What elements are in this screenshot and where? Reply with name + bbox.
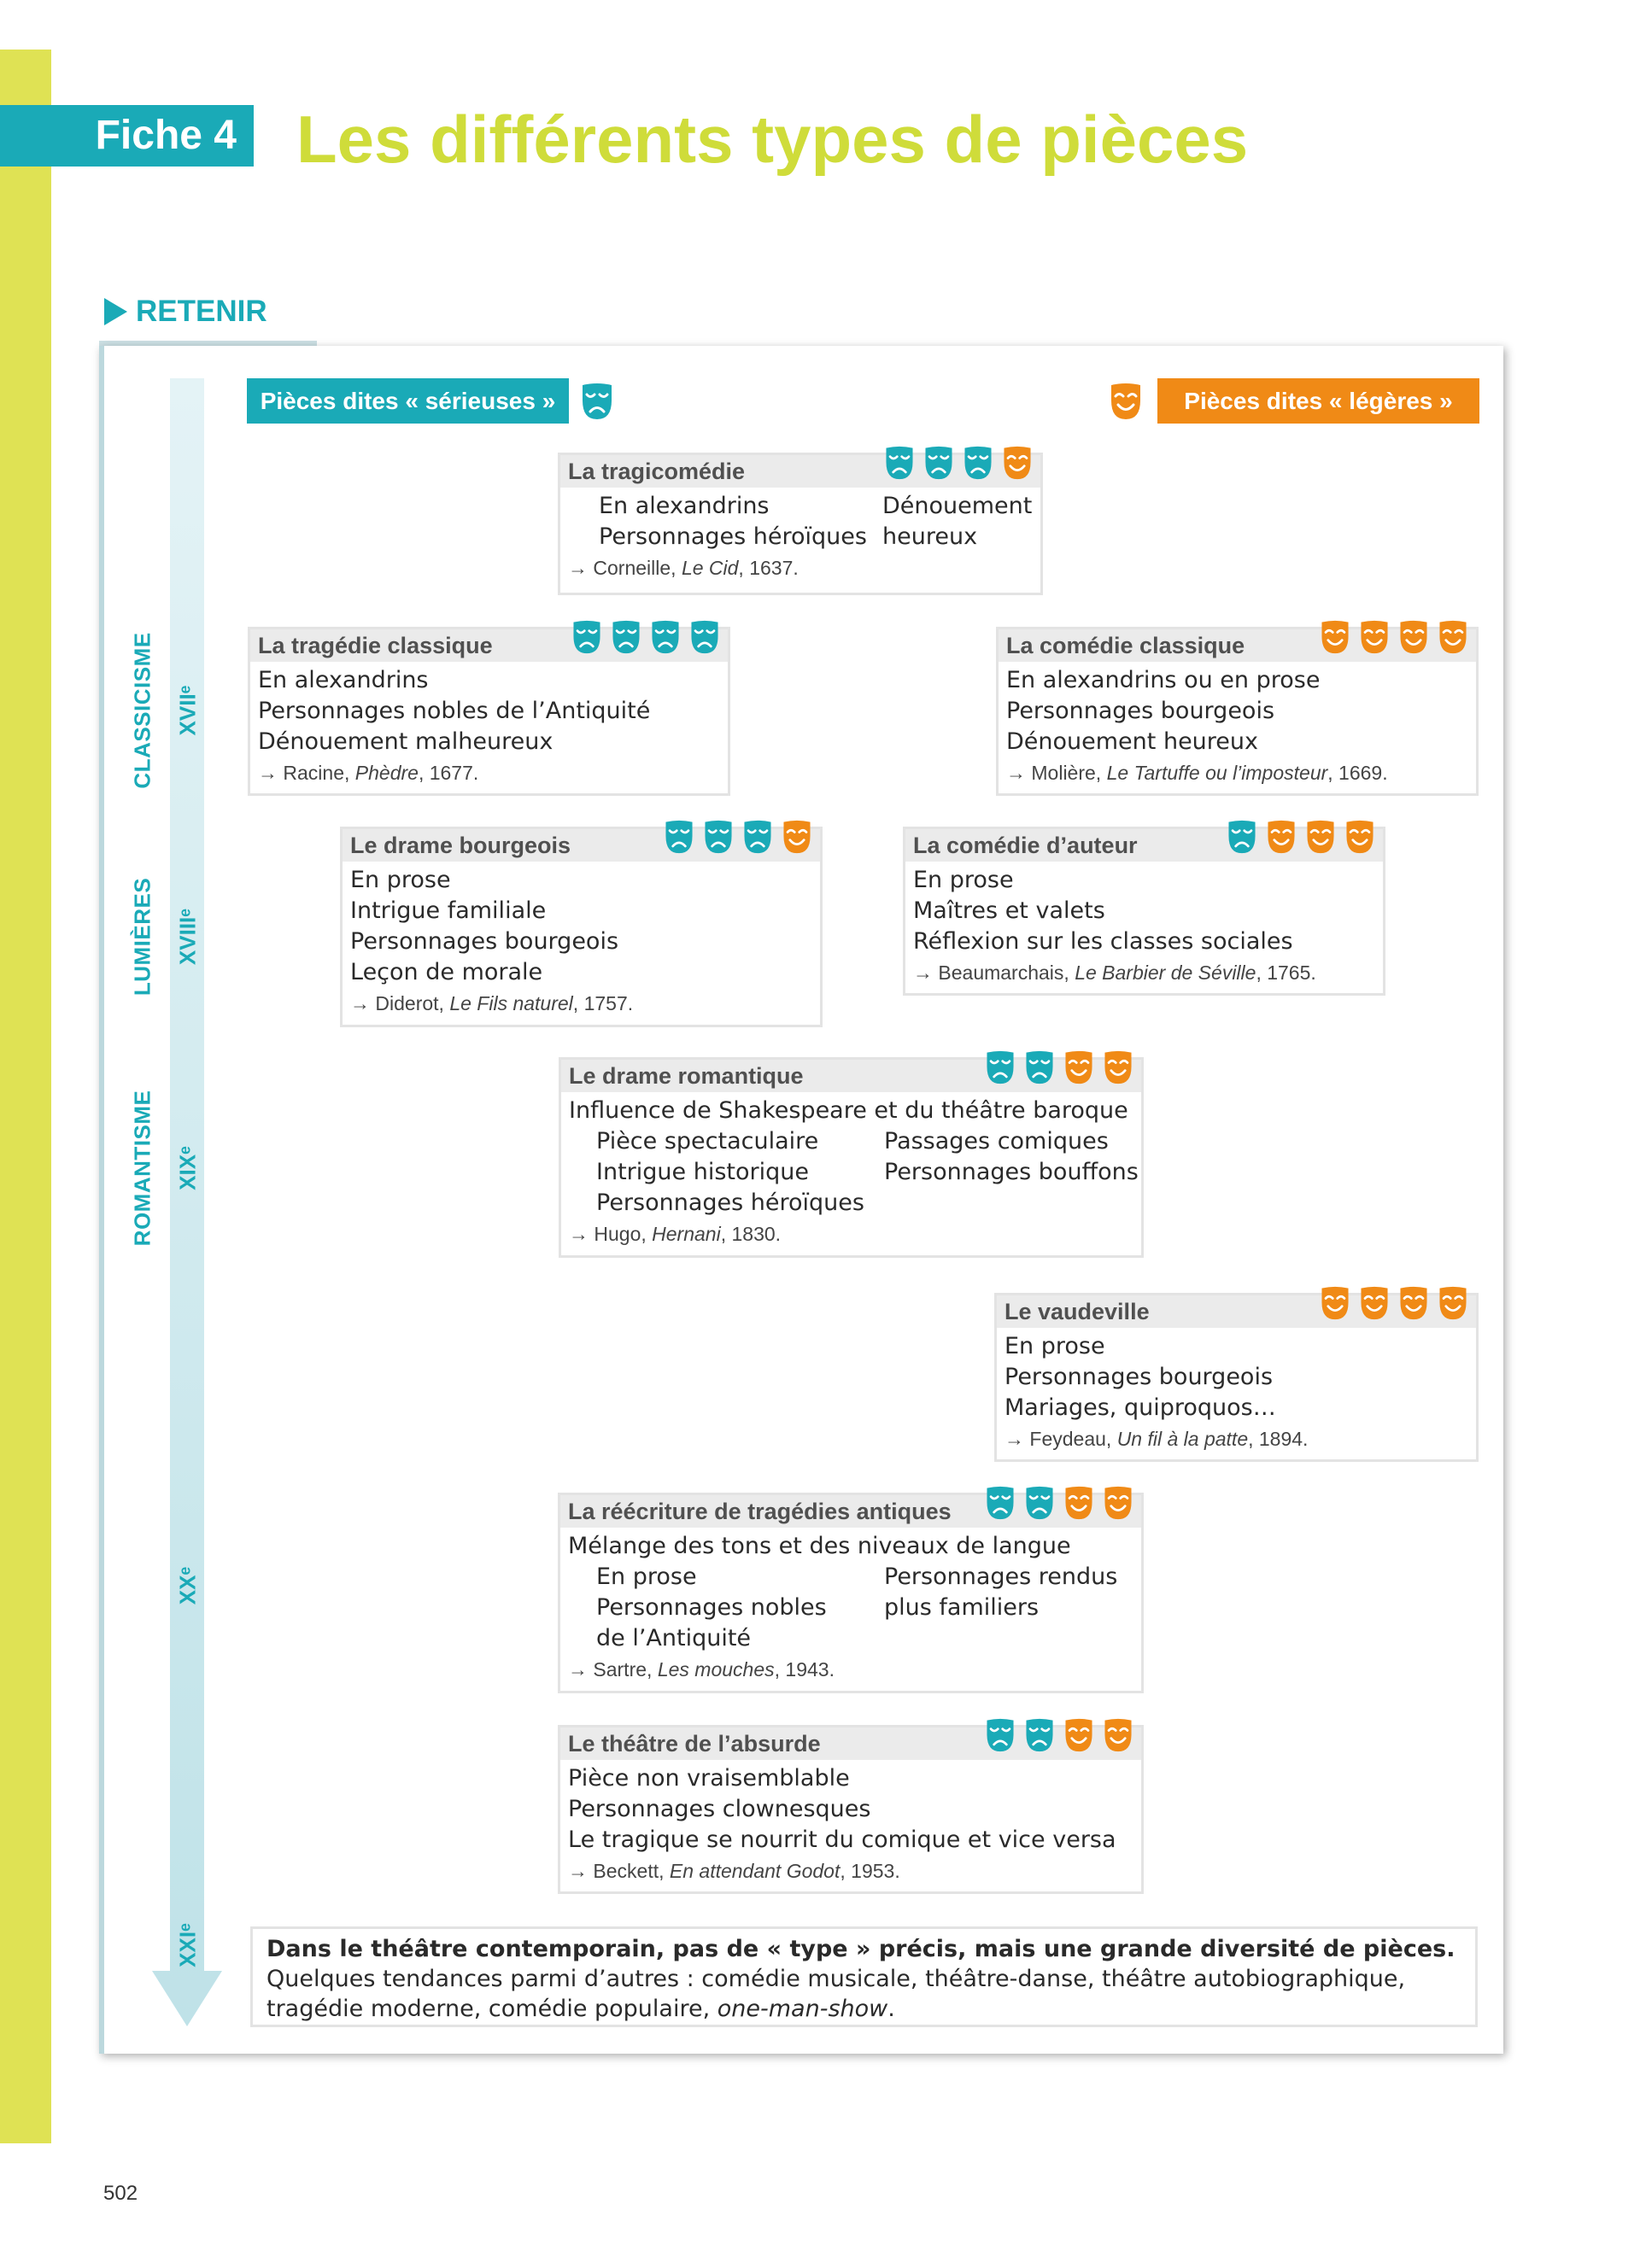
feature-line: Pièce non vraisemblable <box>568 1765 850 1792</box>
feature-line: Personnages rendus <box>884 1564 1118 1590</box>
feature-line: En prose <box>596 1564 697 1590</box>
happy-mask-icon <box>1100 1485 1136 1521</box>
happy-mask-icon <box>999 445 1035 481</box>
card-body <box>560 488 1040 583</box>
sad-mask-icon <box>982 1049 1018 1085</box>
mask-row <box>982 1485 1136 1521</box>
happy-mask-icon <box>779 819 815 855</box>
feature-line: Personnages bourgeois <box>350 928 619 955</box>
happy-mask-icon <box>1061 1717 1097 1753</box>
card-title: La réécriture de tragédies antiques <box>560 1495 1141 1528</box>
century-xxi: XXIᵉ <box>174 1923 201 1967</box>
mask-row <box>982 1717 1136 1753</box>
happy-mask-icon <box>1396 1285 1432 1321</box>
page-number: 502 <box>103 2182 138 2205</box>
sad-mask-icon <box>608 619 644 655</box>
sad-mask-icon <box>687 619 723 655</box>
card-body <box>343 862 820 1019</box>
feature-line: En alexandrins <box>258 667 429 693</box>
card-title: Le vaudeville <box>997 1295 1476 1328</box>
card-title: Le théâtre de l’absurde <box>560 1727 1141 1760</box>
card-title: La tragédie classique <box>250 629 728 662</box>
feature-line: Dénouement heureux <box>1006 728 1258 755</box>
card-body <box>561 1092 1141 1249</box>
feature-line: Mélange des tons et des niveaux de langue <box>568 1533 1071 1559</box>
feature-line: Personnages bourgeois <box>1004 1364 1274 1390</box>
card-theatre-absurde <box>558 1725 1144 1894</box>
happy-mask-icon <box>1317 619 1353 655</box>
card-title: Le drame bourgeois <box>343 829 820 862</box>
page-title: Les différents types de pièces <box>296 102 1249 177</box>
reference: → Sartre, Les mouches, 1943. <box>568 1658 835 1681</box>
happy-mask-icon <box>1100 1049 1136 1085</box>
feature-line: Personnages bouffons <box>884 1159 1139 1185</box>
feature-line: Personnages nobles de l’Antiquité <box>258 698 651 724</box>
happy-mask-icon <box>1303 819 1338 855</box>
feature-line: Le tragique se nourrit du comique et vice versa <box>568 1827 1116 1853</box>
century-xviii: XVIIIᵉ <box>174 908 201 966</box>
feature-line: Réflexion sur les classes sociales <box>913 928 1293 955</box>
feature-line: Pièce spectaculaire <box>596 1128 819 1154</box>
happy-mask-icon <box>1356 1285 1392 1321</box>
happy-mask-icon <box>1342 819 1378 855</box>
reference: → Molière, Le Tartuffe ou l’imposteur, 1669. <box>1006 762 1388 784</box>
feature-line: Dénouement <box>882 493 1033 519</box>
happy-mask-icon <box>1396 619 1432 655</box>
happy-mask-icon <box>1061 1485 1097 1521</box>
happy-mask-icon <box>1317 1285 1353 1321</box>
fiche-badge: Fiche 4 <box>0 105 254 167</box>
card-title: La tragicomédie <box>560 455 1040 488</box>
feature-line: Intrigue familiale <box>350 897 547 924</box>
card-comedie-classique <box>996 627 1479 796</box>
feature-line: En prose <box>350 867 451 893</box>
sad-mask-icon <box>882 445 917 481</box>
category-serious: Pièces dites « sérieuses » <box>247 378 569 424</box>
sad-mask-icon <box>647 619 683 655</box>
happy-mask-icon <box>1435 619 1471 655</box>
section-heading <box>104 293 267 330</box>
feature-line: Dénouement malheureux <box>258 728 554 755</box>
triangle-arrow-icon <box>104 298 127 325</box>
timeline-arrow <box>152 378 222 2026</box>
feature-line: Influence de Shakespeare et du théâtre baroque <box>569 1097 1128 1124</box>
note-text: Quelques tendances parmi d’autres : comédie musicale, théâtre-danse, théâtre autobiographique, tragédie moderne, comédie populaire, one-man-show. <box>266 1966 1406 2022</box>
sad-mask-icon <box>740 819 776 855</box>
mask-row <box>1317 619 1471 655</box>
reference: → Beaumarchais, Le Barbier de Séville, 1765. <box>913 962 1316 984</box>
card-body <box>560 1760 1141 1886</box>
sad-mask-icon <box>661 819 697 855</box>
feature-line: de l’Antiquité <box>596 1625 752 1651</box>
feature-line: Intrigue historique <box>596 1159 809 1185</box>
sad-mask-icon <box>921 445 957 481</box>
feature-line: plus familiers <box>884 1594 1040 1621</box>
sidebar-strip <box>0 50 51 2143</box>
feature-line: Mariages, quiproquos… <box>1004 1394 1276 1421</box>
feature-line: Personnages héroïques <box>599 523 867 550</box>
feature-line: En prose <box>1004 1333 1105 1359</box>
section-label: RETENIR <box>136 295 267 328</box>
mask-row <box>661 819 815 855</box>
feature-line: Personnages héroïques <box>596 1190 864 1216</box>
sad-mask-icon <box>700 819 736 855</box>
reference: → Diderot, Le Fils naturel, 1757. <box>350 992 634 1014</box>
century-xvii: XVIIᵉ <box>174 685 201 736</box>
mask-row <box>982 1049 1136 1085</box>
mask-row <box>1317 1285 1471 1321</box>
contemporary-note <box>250 1926 1478 2027</box>
card-vaudeville <box>994 1293 1479 1462</box>
feature-line: En alexandrins ou en prose <box>1006 667 1321 693</box>
happy-mask-icon <box>1263 819 1299 855</box>
sad-mask-icon <box>1022 1717 1057 1753</box>
sad-mask-icon <box>569 619 605 655</box>
feature-line: Personnages nobles <box>596 1594 827 1621</box>
card-body <box>997 1328 1476 1454</box>
reference: → Hugo, Hernani, 1830. <box>569 1223 782 1245</box>
card-reecriture-tragedies <box>558 1493 1144 1693</box>
card-title: La comédie d’auteur <box>905 829 1383 862</box>
card-comedie-auteur <box>903 827 1385 996</box>
card-body <box>905 862 1383 988</box>
feature-line: En alexandrins <box>599 493 770 519</box>
period-lumieres: LUMIÈRES <box>129 877 155 997</box>
happy-mask-icon <box>1100 1717 1136 1753</box>
card-tragicomedie <box>558 453 1043 595</box>
sad-mask-icon <box>960 445 996 481</box>
sad-mask-icon <box>579 382 615 421</box>
reference: → Corneille, Le Cid, 1637. <box>568 557 799 579</box>
mask-row <box>882 445 1035 481</box>
sad-mask-icon <box>1022 1049 1057 1085</box>
feature-line: heureux <box>882 523 978 550</box>
happy-mask-icon <box>1108 382 1144 421</box>
mask-row <box>569 619 723 655</box>
feature-line: Passages comiques <box>884 1128 1109 1154</box>
note-heading: Dans le théâtre contemporain, pas de « type » précis, mais une grande diversité de pièces. <box>266 1936 1456 1962</box>
period-romantisme: ROMANTISME <box>129 1090 155 1247</box>
card-body <box>250 662 728 788</box>
reference: → Racine, Phèdre, 1677. <box>258 762 479 784</box>
feature-line: Personnages bourgeois <box>1006 698 1275 724</box>
sad-mask-icon <box>1022 1485 1057 1521</box>
category-light: Pièces dites « légères » <box>1157 378 1479 424</box>
reference: → Beckett, En attendant Godot, 1953. <box>568 1860 900 1882</box>
happy-mask-icon <box>1061 1049 1097 1085</box>
mask-row <box>1224 819 1378 855</box>
sad-mask-icon <box>1224 819 1260 855</box>
card-tragedie-classique <box>248 627 730 796</box>
happy-mask-icon <box>1435 1285 1471 1321</box>
card-drame-romantique <box>559 1057 1144 1258</box>
card-title: Le drame romantique <box>561 1060 1141 1092</box>
reference: → Feydeau, Un fil à la patte, 1894. <box>1004 1428 1309 1450</box>
happy-mask-icon <box>1356 619 1392 655</box>
sad-mask-icon <box>982 1717 1018 1753</box>
period-classicisme: CLASSICISME <box>129 632 155 789</box>
feature-line: En prose <box>913 867 1014 893</box>
feature-line: Leçon de morale <box>350 959 543 985</box>
feature-line: Personnages clownesques <box>568 1796 871 1822</box>
century-xix: XIXᵉ <box>174 1146 201 1190</box>
card-body <box>999 662 1476 788</box>
card-body <box>560 1528 1141 1685</box>
card-title: La comédie classique <box>999 629 1476 662</box>
sad-mask-icon <box>982 1485 1018 1521</box>
feature-line: Maîtres et valets <box>913 897 1105 924</box>
card-drame-bourgeois <box>340 827 823 1027</box>
century-xx: XXᵉ <box>174 1566 201 1605</box>
